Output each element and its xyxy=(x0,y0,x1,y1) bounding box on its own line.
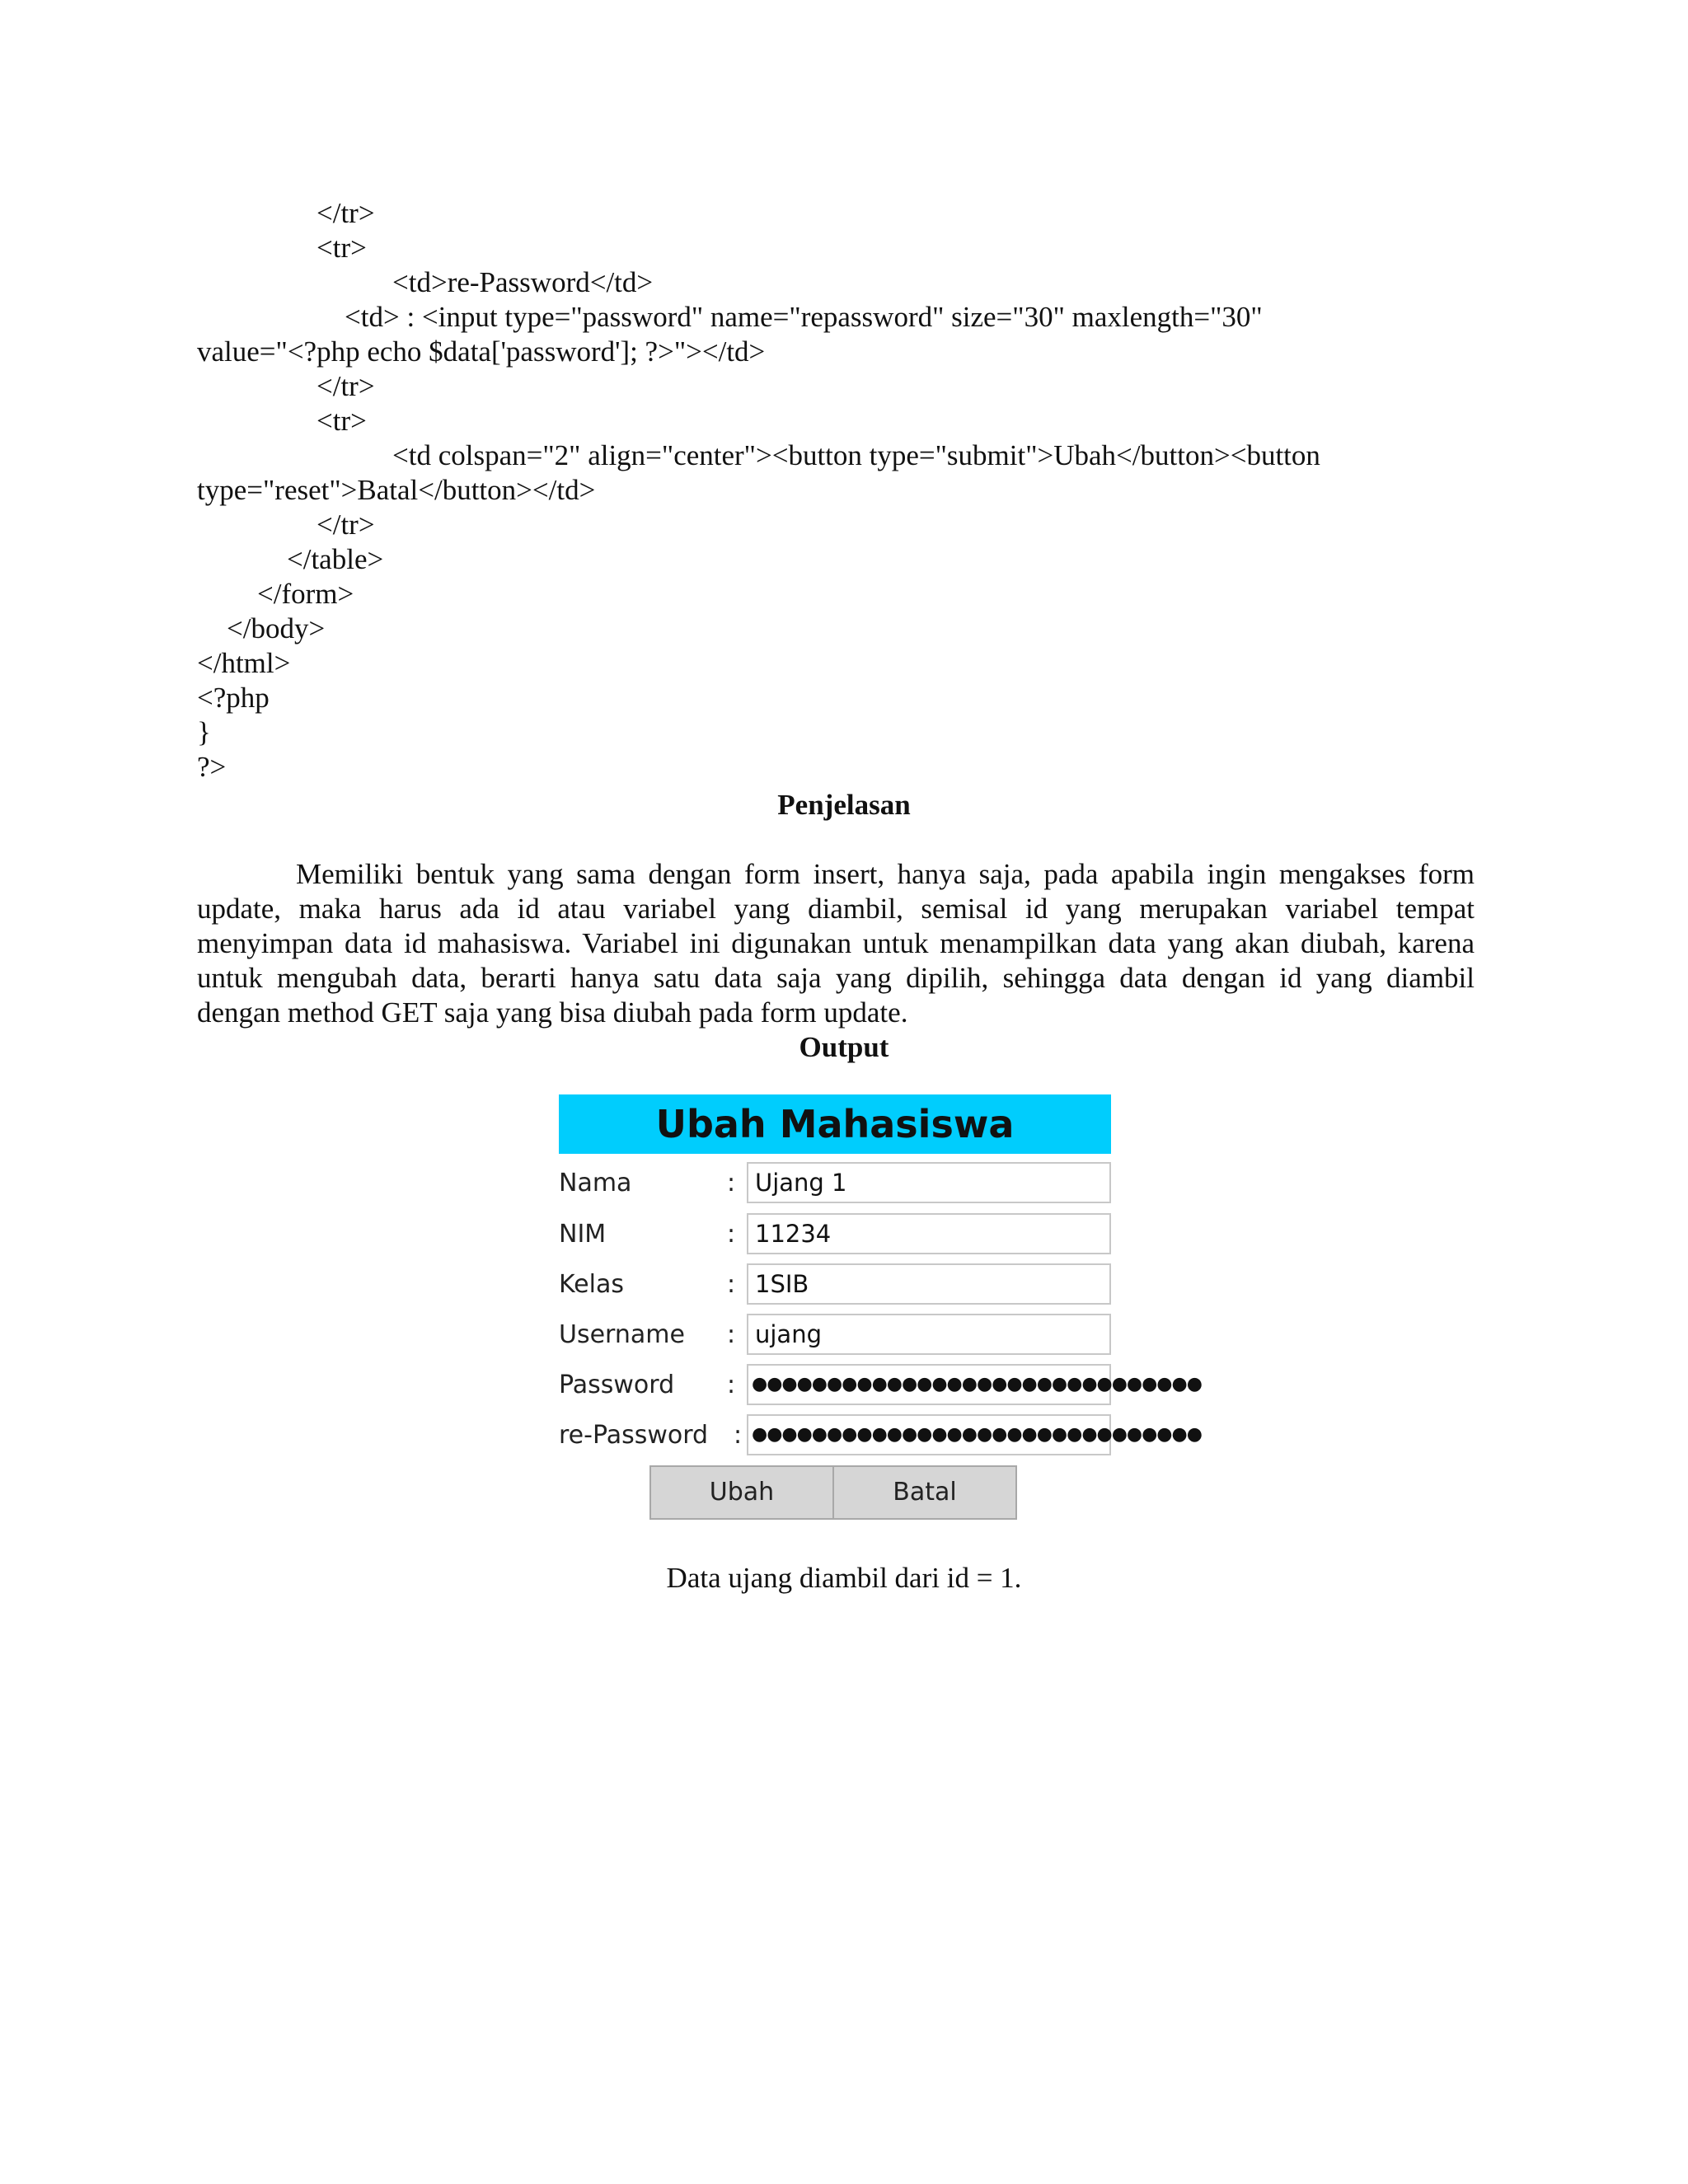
output-caption: Data ujang diambil dari id = 1. xyxy=(666,1562,1022,1594)
code-line: <td>re-Password</td> xyxy=(392,266,654,298)
field-label: Kelas xyxy=(559,1270,624,1299)
paragraph-line: menyimpan data id mahasiswa. Variabel ini digunakan untuk menampilkan data yang akan diubah, karena xyxy=(197,927,1475,959)
paragraph-line: dengan method GET saja yang bisa diubah pada form update. xyxy=(197,996,908,1029)
code-line: </tr> xyxy=(316,370,375,402)
section-heading-penjelasan: Penjelasan xyxy=(777,789,911,821)
password-input[interactable]: ●●●●●●●●●●●●●●●●●●●●●●●●●●●●●● xyxy=(747,1364,1111,1405)
field-colon: : xyxy=(727,1220,736,1249)
code-line: </form> xyxy=(257,578,354,610)
form-row-nim xyxy=(559,1213,1111,1256)
code-line: </body> xyxy=(227,612,326,644)
batal-button[interactable]: Batal xyxy=(832,1465,1017,1520)
section-heading-output: Output xyxy=(799,1031,889,1063)
code-line: ?> xyxy=(197,751,227,783)
code-line: </tr> xyxy=(316,509,375,541)
field-label: Nama xyxy=(559,1169,632,1197)
field-label: re-Password xyxy=(559,1421,709,1450)
code-line: type="reset">Batal</button></td> xyxy=(197,474,596,506)
field-colon: : xyxy=(727,1270,736,1299)
form-row-repassword xyxy=(559,1414,1202,1457)
code-line: <tr> xyxy=(316,405,367,437)
code-line: value="<?php echo $data['password']; ?>"></td> xyxy=(197,335,766,368)
form-row-kelas xyxy=(559,1263,1111,1306)
ubah-button[interactable]: Ubah xyxy=(649,1465,834,1520)
field-colon: : xyxy=(727,1371,736,1399)
explanation-paragraph xyxy=(197,857,1475,1030)
nim-input[interactable]: 11234 xyxy=(747,1213,1111,1254)
field-colon: : xyxy=(727,1320,736,1349)
paragraph-line: Memiliki bentuk yang sama dengan form insert, hanya saja, pada apabila ingin mengakses form xyxy=(296,858,1475,890)
field-label: NIM xyxy=(559,1220,607,1249)
code-line: </table> xyxy=(287,543,384,575)
code-line: <td colspan="2" align="center"><button type="submit">Ubah</button><button xyxy=(392,439,1320,471)
code-line: <?php xyxy=(197,682,270,714)
code-line: </html> xyxy=(197,647,291,679)
repassword-input[interactable]: ●●●●●●●●●●●●●●●●●●●●●●●●●●●●●● xyxy=(747,1414,1111,1455)
form-row-nama xyxy=(559,1162,1111,1205)
form-row-username xyxy=(559,1314,1111,1357)
kelas-input[interactable]: 1SIB xyxy=(747,1263,1111,1305)
nama-input[interactable]: Ujang 1 xyxy=(747,1162,1111,1203)
username-input[interactable]: ujang xyxy=(747,1314,1111,1355)
field-colon: : xyxy=(734,1421,743,1450)
field-label: Password xyxy=(559,1371,675,1399)
paragraph-line: untuk mengubah data, berarti hanya satu data saja yang dipilih, sehingga data dengan id yang diambil xyxy=(197,962,1475,994)
code-line: <td> : <input type="password" name="repassword" size="30" maxlength="30" xyxy=(345,301,1263,333)
paragraph-line: update, maka harus ada id atau variabel yang diambil, semisal id yang merupakan variabel tempat xyxy=(197,893,1475,925)
field-colon: : xyxy=(727,1169,736,1197)
code-line: </tr> xyxy=(316,197,375,229)
form-title: Ubah Mahasiswa xyxy=(559,1094,1111,1154)
code-line: <tr> xyxy=(316,232,367,264)
code-line: } xyxy=(197,716,211,748)
form-output-screenshot xyxy=(559,1094,1202,1521)
field-label: Username xyxy=(559,1320,685,1349)
form-row-password xyxy=(559,1364,1202,1407)
